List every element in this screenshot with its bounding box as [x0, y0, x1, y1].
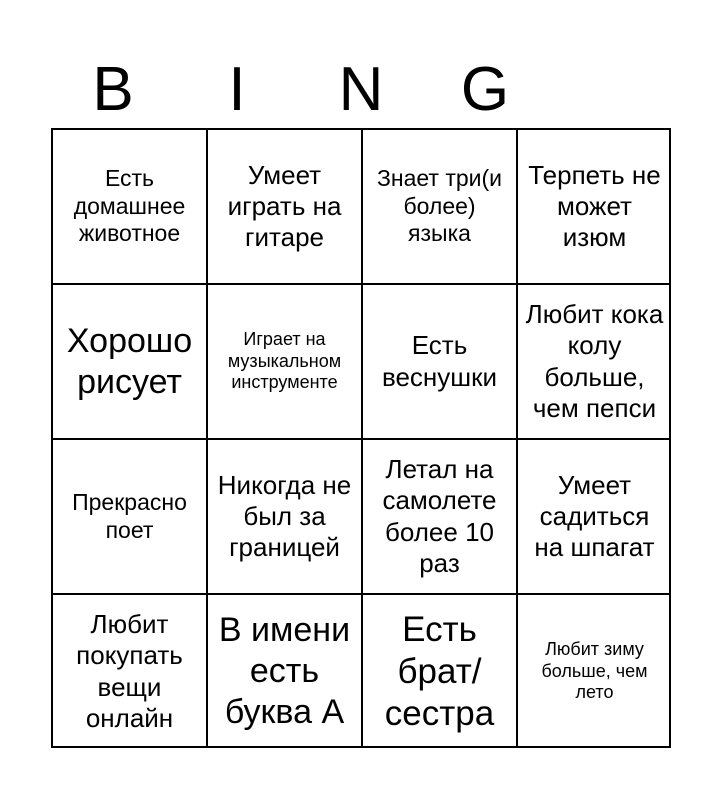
bingo-header [51, 52, 671, 128]
bingo-cell-r1c3[interactable]: Знает три(и более) языка [361, 128, 516, 283]
header-letter-i: I [228, 55, 246, 124]
bingo-board [51, 128, 671, 748]
bingo-cell-r2c1[interactable]: Хорошо рисует [51, 283, 206, 438]
bingo-cell-r3c3[interactable]: Летал на самолете более 10 раз [361, 438, 516, 593]
bingo-cell-r1c2[interactable]: Умеет играть на гитаре [206, 128, 361, 283]
bingo-cell-r3c4[interactable]: Умеет садиться на шпагат [516, 438, 671, 593]
bingo-cell-r2c4[interactable]: Любит кока колу больше, чем пепси [516, 283, 671, 438]
bingo-cell-r3c2[interactable]: Никогда не был за границей [206, 438, 361, 593]
bingo-cell-r1c4[interactable]: Терпеть не может изюм [516, 128, 671, 283]
header-letter-n: N [338, 55, 384, 124]
bingo-cell-r4c1[interactable]: Любит покупать вещи онлайн [51, 593, 206, 748]
bingo-cell-r4c3[interactable]: Есть брат/ сестра [361, 593, 516, 748]
bingo-cell-r4c2[interactable]: В имени есть буква А [206, 593, 361, 748]
bingo-cell-r3c1[interactable]: Прекрасно поет [51, 438, 206, 593]
bingo-cell-r2c3[interactable]: Есть веснушки [361, 283, 516, 438]
header-letter-g: G [460, 55, 510, 124]
header-letter-b: B [92, 55, 134, 124]
bingo-cell-r1c1[interactable]: Есть домашнее животное [51, 128, 206, 283]
bingo-cell-r4c4[interactable]: Любит зиму больше, чем лето [516, 593, 671, 748]
bingo-cell-r2c2[interactable]: Играет на музыкальном инструменте [206, 283, 361, 438]
